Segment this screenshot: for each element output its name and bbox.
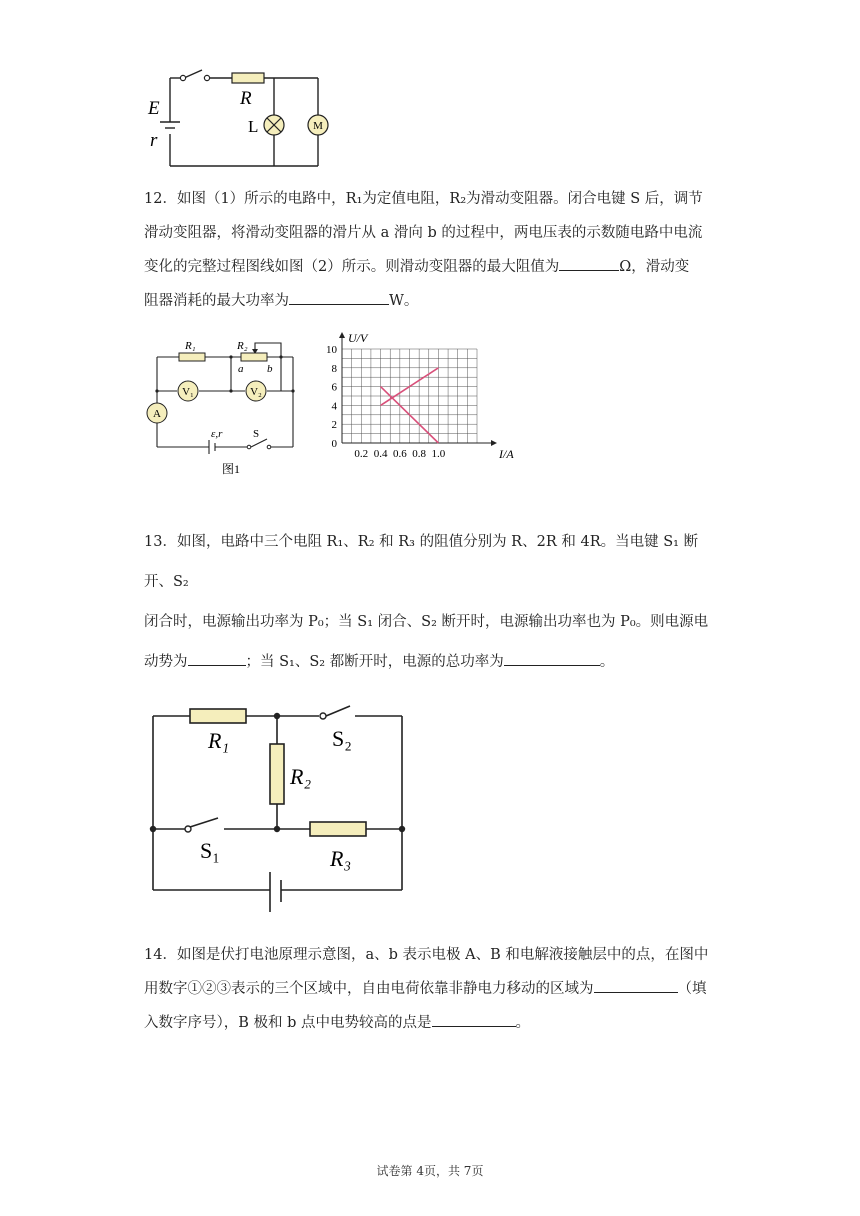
y-tick-label: 6 (331, 381, 337, 394)
svg-text:S: S (253, 428, 260, 440)
question-12 (144, 182, 724, 318)
x-tick-label: 0.4 (373, 448, 388, 460)
circuit-figure-q12-fig1 (145, 335, 305, 480)
answer-blank-higher-potential[interactable] (432, 1008, 516, 1027)
q13-line2: 闭合时，电源输出功率为 P₀；当 S₁ 闭合、S₂ 断开时，电源输出功率也为 P₀。则电源电 (144, 614, 709, 630)
svg-text:R₂: R₂ (237, 340, 248, 352)
y-tick-label: 4 (331, 400, 337, 413)
resistor-R3 (310, 822, 366, 836)
fig1-caption: 图1 (221, 462, 241, 476)
y-tick-label: 8 (331, 362, 337, 375)
label-R1: R₁ (208, 728, 230, 753)
y-tick-label: 2 (331, 419, 337, 432)
circuit-figure-q13 (140, 696, 430, 922)
resistor-R1 (179, 353, 205, 361)
resistor-R1 (190, 709, 246, 723)
label-R: R (240, 88, 252, 109)
circuit-figure-q11 (140, 62, 340, 174)
label-E: E (148, 98, 160, 119)
ui-chart-q12-fig2 (318, 328, 518, 483)
y-axis-label: U/V (348, 331, 368, 345)
x-tick-label: 1.0 (431, 448, 446, 460)
answer-blank-total-power[interactable] (504, 647, 600, 666)
answer-blank-emf[interactable] (188, 647, 246, 666)
q14-line1: 14．如图是伏打电池原理示意图，a、b 表示电极 A、B 和电解液接触层中的点，在图中 (144, 947, 709, 963)
x-axis-label: I/A (499, 447, 514, 461)
q12-line4: 阻器消耗的最大功率为 W。 (144, 284, 724, 318)
svg-text:V₂: V₂ (250, 386, 262, 398)
label-R3: R₃ (330, 846, 352, 871)
answer-blank-region[interactable] (594, 974, 678, 993)
svg-text:a: a (238, 363, 244, 375)
q14-line3: 入数字序号），B 极和 b 点中电势较高的点是 。 (144, 1006, 724, 1040)
page-footer: 试卷第 4页，共 7页 (376, 1164, 484, 1178)
label-r: r (150, 130, 158, 151)
x-tick-label: 0.2 (354, 448, 369, 460)
label-M: M (313, 120, 323, 132)
y-tick-label: 10 (326, 344, 337, 356)
svg-text:ε,r: ε,r (211, 428, 223, 440)
svg-text:b: b (267, 363, 273, 375)
svg-text:A: A (153, 408, 161, 420)
y-tick-label: 0 (331, 438, 337, 450)
q13-line3: 动势为 ；当 S₁、S₂ 都断开时，电源的总功率为 。 (144, 642, 724, 682)
x-tick-label: 0.8 (412, 448, 427, 460)
svg-text:V₁: V₁ (182, 386, 194, 398)
question-14 (144, 938, 724, 1040)
question-13 (144, 522, 724, 682)
q12-line3: 变化的完整过程图线如图（2）所示。则滑动变阻器的最大阻值为 Ω，滑动变 (144, 250, 724, 284)
answer-blank-max-power[interactable] (289, 286, 389, 305)
y-axis-arrow (339, 332, 345, 338)
label-R2: R₂ (290, 764, 312, 789)
q12-line1: 12．如图（1）所示的电路中，R₁为定值电阻，R₂为滑动变阻器。闭合电键 S 后，调节 (144, 191, 703, 207)
x-axis-arrow (491, 440, 497, 446)
label-S2: S₂ (332, 726, 352, 751)
q14-line2: 用数字①②③表示的三个区域中，自由电荷依靠非静电力移动的区域为 （填 (144, 972, 724, 1006)
q13-line1: 13．如图，电路中三个电阻 R₁、R₂ 和 R₃ 的阻值分别为 R、2R 和 4R。当电键 S₁ 断开、S₂ (144, 534, 699, 590)
label-L: L (248, 117, 259, 136)
resistor-R2 (270, 744, 284, 804)
label-S1: S₁ (200, 838, 220, 863)
svg-text:R₁: R₁ (185, 340, 196, 352)
answer-blank-max-resistance[interactable] (559, 252, 619, 271)
resistor-R (232, 73, 264, 83)
x-tick-label: 0.6 (392, 448, 407, 460)
q12-line2: 滑动变阻器，将滑动变阻器的滑片从 a 滑向 b 的过程中，两电压表的示数随电路中电流 (144, 225, 703, 241)
rheostat-R2 (241, 353, 267, 361)
